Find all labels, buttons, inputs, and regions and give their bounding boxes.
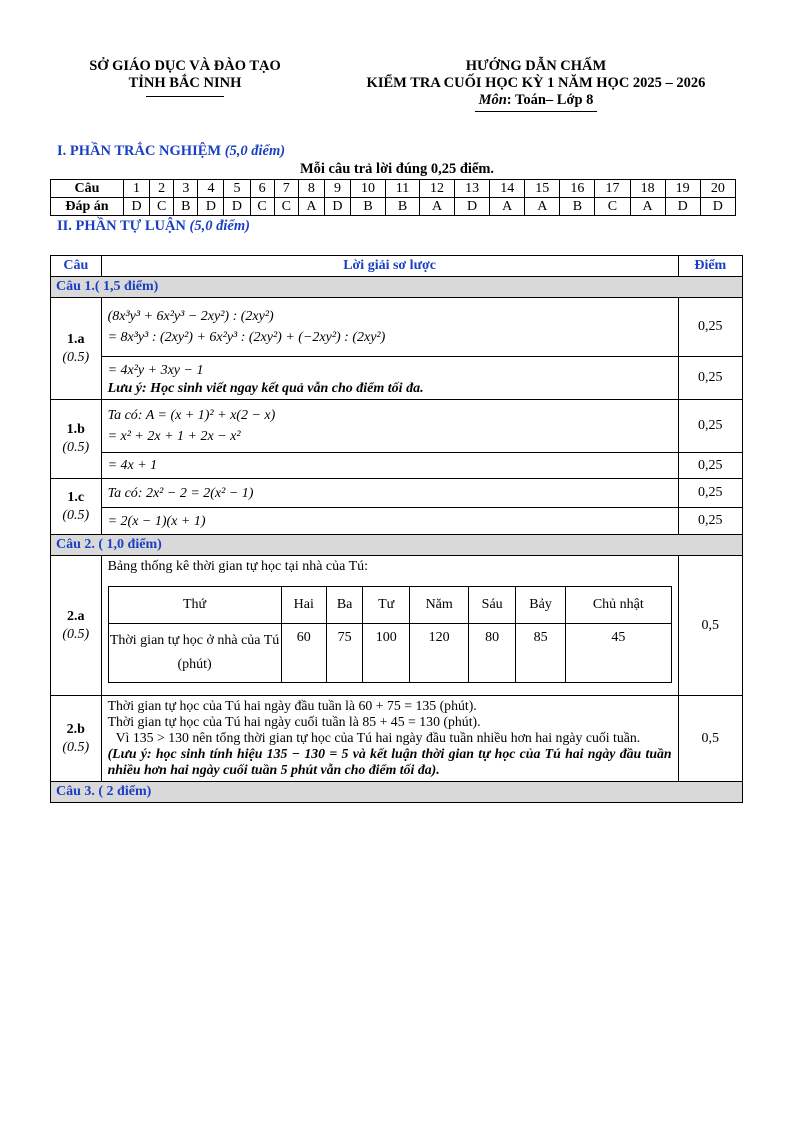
study-time-value-0: 60 (281, 624, 326, 683)
study-time-head-3: Tư (363, 587, 410, 624)
q1b-score2: 0,25 (678, 453, 742, 479)
q1b-label-cell (51, 400, 102, 479)
col-score: Điểm (678, 256, 742, 277)
q2a-points: (0.5) (62, 626, 90, 642)
study-time-value-5: 85 (516, 624, 566, 683)
q2b-row (51, 696, 743, 782)
study-time-row-label: Thời gian tự học ở nhà của Tú (phút) (108, 624, 281, 683)
title-line2: KIỂM TRA CUỐI HỌC KỲ 1 NĂM HỌC 2025 – 2026 (366, 75, 706, 91)
study-time-head-5: Sáu (469, 587, 516, 624)
q2b-line3: Vì 135 > 130 nên tổng thời gian tự học của Tú hai ngày đầu tuần nhiều hơn hai ngày cuối tuần. (115, 730, 641, 745)
q2a-label-cell (51, 556, 102, 696)
part1-note: Mỗi câu trả lời đúng 0,25 điểm. (299, 161, 495, 177)
answer-key-question-12: 12 (419, 180, 454, 198)
col-question: Câu (51, 256, 102, 277)
answer-key-answer-9: D (324, 198, 350, 216)
study-time-head-7: Chủ nhật (566, 587, 672, 624)
q1c-step2 (101, 508, 678, 535)
answer-key-question-19: 19 (665, 180, 700, 198)
answer-key-question-1: 1 (124, 180, 150, 198)
q1b-line2: = x² + 2x + 1 + 2x − x² (107, 429, 241, 444)
q2b-note: (Lưu ý: học sinh tính hiệu 135 − 130 = 5 và kết luận thời gian tự học của Tú hai ngày đầu tuần nhiều hơn hai ngày cuối tuần 5 phút vẫn cho điểm tối đa). (107, 746, 672, 777)
q1c-score1: 0,25 (678, 479, 742, 508)
col-solution: Lời giải sơ lược (101, 256, 678, 277)
answer-key-question-6: 6 (250, 180, 274, 198)
q1a-line3: = 4x²y + 3xy − 1 (107, 362, 204, 378)
answer-key-answer-14: A (490, 198, 525, 216)
q1c-line1: Ta có: 2x² − 2 = 2(x² − 1) (107, 485, 254, 501)
q1a-line2: = 8x³y³ : (2xy²) + 6x²y³ : (2xy²) + (−2xy²) : (2xy²) (107, 330, 386, 345)
subject-line (475, 92, 598, 112)
q1a-score1: 0,25 (678, 298, 742, 357)
q2b-line2: Thời gian tự học của Tú hai ngày cuối tuần là 85 + 45 = 130 (phút). (107, 714, 481, 729)
q1a-step2 (101, 357, 678, 400)
study-time-value-4: 80 (469, 624, 516, 683)
q1b-line1: Ta có: A = (x + 1)² + x(2 − x) (107, 408, 276, 423)
q1a-row2 (51, 357, 743, 400)
q1b-label: 1.b (66, 422, 85, 437)
study-time-table (108, 586, 672, 683)
study-time-value-2: 100 (363, 624, 410, 683)
answer-key-table (50, 179, 736, 216)
subject-label: Môn (478, 92, 507, 108)
q1c-row2 (51, 508, 743, 535)
study-time-head-0: Thứ (108, 587, 281, 624)
part2-points: (5,0 điểm) (189, 218, 250, 234)
study-time-value-row (108, 624, 671, 683)
answer-key-question-8: 8 (298, 180, 324, 198)
document-title (330, 58, 742, 112)
q1c-row1 (51, 479, 743, 508)
q3-header-row (51, 782, 743, 803)
q2a-intro: Bảng thống kê thời gian tự học tại nhà của Tú: (107, 559, 369, 574)
header-underline (146, 96, 224, 97)
q2b-score: 0,5 (678, 696, 742, 782)
answer-key-answer-6: C (250, 198, 274, 216)
answer-key-question-9: 9 (324, 180, 350, 198)
answer-key-answer-12: A (419, 198, 454, 216)
q2b-line1: Thời gian tự học của Tú hai ngày đầu tuần là 60 + 75 = 135 (phút). (107, 698, 477, 713)
q2a-score: 0,5 (678, 556, 742, 696)
answer-key-question-7: 7 (274, 180, 298, 198)
part1-title-text: I. PHẦN TRẮC NGHIỆM (57, 143, 222, 159)
q1b-step2 (101, 453, 678, 479)
study-time-head-6: Bảy (516, 587, 566, 624)
answer-key-question-3: 3 (174, 180, 198, 198)
q1-header: Câu 1.( 1,5 điểm) (51, 277, 743, 298)
q1b-row2 (51, 453, 743, 479)
q1c-step1 (101, 479, 678, 508)
answer-key-answer-8: A (298, 198, 324, 216)
department-line2: TỈNH BẮC NINH (128, 75, 242, 91)
answer-key-question-2: 2 (150, 180, 174, 198)
q1c-points: (0.5) (62, 507, 90, 523)
study-time-header-row (108, 587, 671, 624)
q1a-label-cell (51, 298, 102, 400)
q1c-label: 1.c (67, 489, 85, 505)
answer-key-question-20: 20 (700, 180, 735, 198)
title-line1: HƯỚNG DẪN CHẤM (465, 58, 607, 74)
answer-key-a-label: Đáp án (51, 198, 124, 216)
q1a-step1 (101, 298, 678, 357)
answer-key-answer-18: A (630, 198, 665, 216)
q2a-solution (101, 556, 678, 696)
q2-header-row (51, 535, 743, 556)
answer-key-answer-11: B (386, 198, 420, 216)
q2a-row (51, 556, 743, 696)
answer-key-question-11: 11 (386, 180, 420, 198)
answer-key-question-13: 13 (455, 180, 490, 198)
answer-key-answer-5: D (224, 198, 250, 216)
answer-key-question-17: 17 (595, 180, 630, 198)
answer-key-answer-20: D (700, 198, 735, 216)
answer-key-answer-17: C (595, 198, 630, 216)
q1c-score2: 0,25 (678, 508, 742, 535)
answer-key-answer-1: D (124, 198, 150, 216)
q1a-label: 1.a (67, 331, 85, 347)
answer-key-question-5: 5 (224, 180, 250, 198)
answer-key-question-10: 10 (350, 180, 385, 198)
study-time-value-1: 75 (326, 624, 362, 683)
answer-key-question-18: 18 (630, 180, 665, 198)
q1a-note: Lưu ý: Học sinh viết ngay kết quả vẫn cho điểm tối đa. (107, 380, 424, 396)
study-time-value-6: 45 (566, 624, 672, 683)
answer-key-question-4: 4 (198, 180, 224, 198)
q1c-line2: = 2(x − 1)(x + 1) (107, 513, 206, 529)
answer-key-question-14: 14 (490, 180, 525, 198)
solution-table-header (51, 256, 743, 277)
answer-key-answer-13: D (455, 198, 490, 216)
q1b-score1: 0,25 (678, 400, 742, 453)
q1a-line1: (8x³y³ + 6x²y³ − 2xy²) : (2xy²) (107, 309, 274, 324)
part2-title (57, 218, 250, 235)
study-time-head-4: Năm (410, 587, 469, 624)
answer-key-answer-10: B (350, 198, 385, 216)
study-time-head-1: Hai (281, 587, 326, 624)
q3-header: Câu 3. ( 2 điểm) (51, 782, 743, 803)
part1-title (57, 143, 285, 160)
answer-key-answer-16: B (560, 198, 595, 216)
q2a-label: 2.a (67, 608, 85, 624)
q2b-solution (101, 696, 678, 782)
q1a-points: (0.5) (62, 349, 90, 365)
answer-key-answer-15: A (525, 198, 560, 216)
answer-key-answer-2: C (150, 198, 174, 216)
answer-key-answer-19: D (665, 198, 700, 216)
department-line1: SỞ GIÁO DỤC VÀ ĐÀO TẠO (89, 58, 281, 74)
answer-key-question-16: 16 (560, 180, 595, 198)
q1b-line3: = 4x + 1 (107, 458, 158, 473)
study-time-value-3: 120 (410, 624, 469, 683)
answer-key-q-label: Câu (51, 180, 124, 198)
q1-header-row (51, 277, 743, 298)
study-time-head-2: Ba (326, 587, 362, 624)
q1c-label-cell (51, 479, 102, 535)
subject-value: : Toán– Lớp 8 (506, 92, 594, 108)
department-header (70, 58, 300, 97)
q2b-label-cell (51, 696, 102, 782)
answer-key-answer-row (51, 198, 736, 216)
q1b-row1 (51, 400, 743, 453)
q1b-points: (0.5) (62, 440, 90, 455)
q2b-label: 2.b (66, 721, 85, 737)
answer-key-question-row (51, 180, 736, 198)
q2-header: Câu 2. ( 1,0 điểm) (51, 535, 743, 556)
q1b-step1 (101, 400, 678, 453)
part2-title-text: II. PHẦN TỰ LUẬN (57, 218, 186, 234)
q1a-row1 (51, 298, 743, 357)
q2b-points: (0.5) (62, 739, 90, 755)
answer-key-question-15: 15 (525, 180, 560, 198)
part1-points: (5,0 điểm) (224, 143, 286, 159)
answer-key-answer-4: D (198, 198, 224, 216)
answer-key-answer-7: C (274, 198, 298, 216)
solution-table (50, 255, 743, 803)
q1a-score2: 0,25 (678, 357, 742, 400)
answer-key-answer-3: B (174, 198, 198, 216)
